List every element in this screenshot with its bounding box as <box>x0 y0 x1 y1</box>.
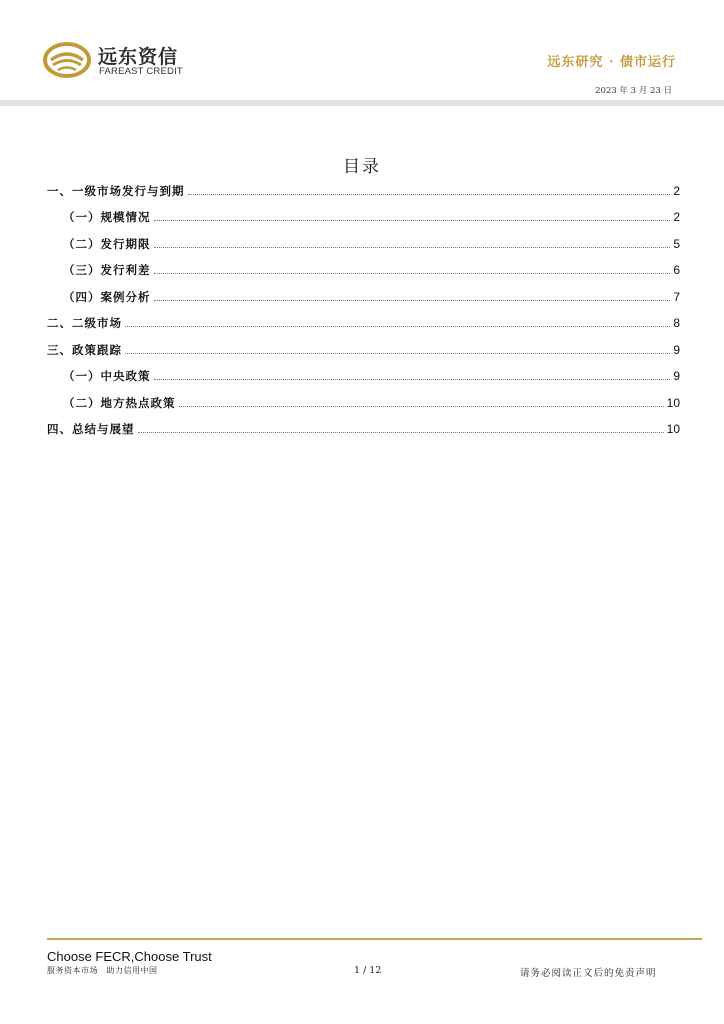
toc-leader-dots <box>188 193 671 195</box>
toc-entry-page: 2 <box>673 210 680 224</box>
toc-entry-label: （一）规模情况 <box>63 210 151 224</box>
toc-entry-page: 6 <box>673 263 680 277</box>
toc-entry[interactable] <box>63 289 680 307</box>
toc-title: 目录 <box>343 157 381 177</box>
toc-entry-label: （二）发行期限 <box>63 237 151 251</box>
toc-entry[interactable] <box>63 368 680 386</box>
footer-disclaimer: 请务必阅读正文后的免责声明 <box>520 968 657 979</box>
footer-slogan: Choose FECR,Choose Trust <box>47 949 212 964</box>
toc-leader-dots <box>179 405 664 407</box>
toc-entry-label: （四）案例分析 <box>63 290 151 304</box>
logo-chinese-name: 远东资信 <box>98 46 179 68</box>
toc-entry-page: 8 <box>673 316 680 330</box>
toc-entry-label: （三）发行利差 <box>63 263 151 277</box>
toc-leader-dots <box>125 325 670 327</box>
logo-english-name: FAREAST CREDIT <box>99 66 183 77</box>
footer-divider <box>47 938 702 940</box>
toc-entry[interactable] <box>63 236 680 254</box>
toc-entry-label: （一）中央政策 <box>63 369 151 383</box>
toc-entry-label: 三、政策跟踪 <box>47 343 122 357</box>
fareast-credit-logo-icon <box>42 40 92 80</box>
report-date: 2023 年 3 月 23 日 <box>595 86 672 96</box>
toc-entry[interactable] <box>63 209 680 227</box>
toc-entry-page: 9 <box>673 343 680 357</box>
toc-entry-label: 二、二级市场 <box>47 316 122 330</box>
toc-leader-dots <box>138 431 664 433</box>
toc-entry[interactable] <box>63 262 680 280</box>
page-indicator: 1 / 12 <box>354 965 382 976</box>
toc-leader-dots <box>154 246 671 248</box>
toc-entry-label: 四、总结与展望 <box>47 422 135 436</box>
report-series: 远东研究 · 债市运行 <box>547 55 676 70</box>
toc-entry[interactable] <box>47 421 680 439</box>
toc-entry-page: 2 <box>673 184 680 198</box>
toc-entry[interactable] <box>63 395 680 413</box>
toc-entry-page: 5 <box>673 237 680 251</box>
toc-entry-page: 9 <box>673 369 680 383</box>
toc-leader-dots <box>154 272 671 274</box>
toc-entry-page: 10 <box>666 422 680 436</box>
header-divider <box>0 100 724 106</box>
toc-entry-page: 7 <box>673 290 680 304</box>
toc-leader-dots <box>125 352 670 354</box>
footer-tagline: 服务资本市场 助力信用中国 <box>47 966 158 975</box>
toc-entry[interactable] <box>47 183 680 201</box>
toc-leader-dots <box>154 378 671 380</box>
toc-entry-label: （二）地方热点政策 <box>63 396 176 410</box>
toc-entry[interactable] <box>47 342 680 360</box>
toc-leader-dots <box>154 219 671 221</box>
toc-entry-label: 一、一级市场发行与到期 <box>47 184 185 198</box>
toc-leader-dots <box>154 299 671 301</box>
toc-entry[interactable] <box>47 315 680 333</box>
page-header <box>0 0 724 108</box>
toc-entry-page: 10 <box>666 396 680 410</box>
